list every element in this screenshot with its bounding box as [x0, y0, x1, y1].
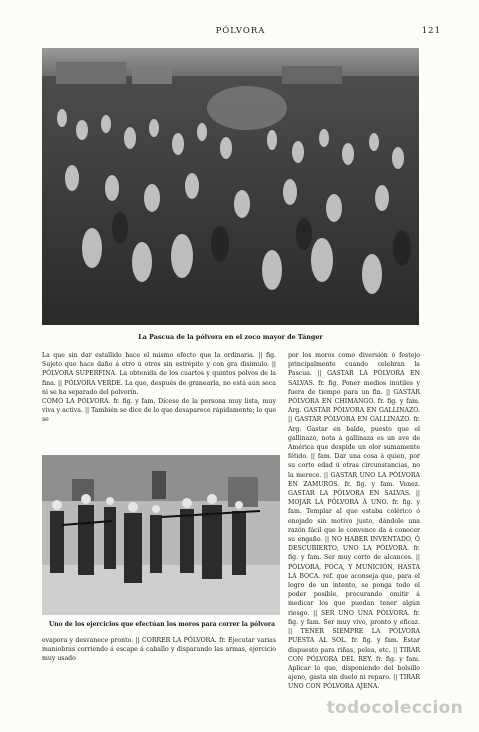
paragraph: COMO LA PÓLVORA. fr. fig. y fam. Dícese de la persona muy lista, muy viva y activa. || También se dice de lo que desaparece rápidamente; lo que se — [42, 398, 276, 424]
crowd-photo — [42, 48, 419, 325]
left-column-lower — [42, 636, 276, 664]
running-title: PÓLVORA — [215, 26, 266, 36]
running-head — [40, 26, 441, 40]
crowd-photo-image — [42, 48, 419, 325]
paragraph: La que sin dar estallido hace el mismo efecto que la ordinaria. || fig. Sujeto que hace daño á otro ú otros sin estrépito y con gra disimulo. || PÓLVORA SUPERFINA. La obtenida de los cuartos y quintos polvos de la fina. || PÓLVORA VERDE. La que, después de granearla, no está aún seca ni se ha separado del polvorín. — [42, 352, 276, 396]
watermark-logo: todocoleccion — [326, 698, 463, 718]
right-column — [288, 351, 420, 692]
middle-figure-caption: Uno de los ejercicios que efectúan los moros para correr la pólvora — [49, 621, 275, 628]
exercise-photo — [42, 455, 280, 615]
top-figure-caption: La Pascua de la pólvora en el zoco mayor de Tánger — [138, 333, 323, 341]
left-column-upper — [42, 351, 276, 425]
paragraph: evapora y desvanece pronto. || CORRER LA PÓLVORA. fr. Ejecutar varias maniobras corriendo á escape á caballo y disparando las armas, ejercicio muy usado — [42, 637, 276, 663]
page-number: 121 — [421, 26, 441, 36]
paragraph: por los moros como diversión ó festejo principalmente cuando celebran la Pascua. || GASTAR LA PÓLVORA EN SALVAS. fr. fig. Poner medios inútiles y fuera de tiempo para un fin. || GASTAR PÓLVORA EN CHIMANGO. fr. fig. y fam. Arg. GASTAR PÓLVORA EN GALLINAZO. || GASTAR PÓLVORA EN GALLINAZO. fr. Arg. Gastar en balde, puesto que el gallinazo, nota á gallinaza es un ave de América que despide un olor sumamente fétido. || fam. Dar una cosa á quien, por su corto edad ú otras circunstancias, no la merece. || GASTAR UNO LA PÓLVORA EN ZAMUROS. fr. fig. y fam. Venez. GASTAR LA PÓLVORA EN SALVAS. || MOJAR LA PÓLVORA Á UNO. fr. fig. y fam. Templar al que estaba colérico ó enojado sin motivo justo, dándole una razón fácil que le convence da á conocer su engaño. || NO HABER INVENTADO, Ó DESCUBIERTO, UNO LA PÓLVORA. fr. fig. y fam. Ser muy corto de alcances. || PÓLVORA, POCA, Y MUNICIÓN, HASTA LA BOCA. ref. que aconseja que, para el logro de un intento, se ponga todo el poder posible, procurando omitir á medicar los que puedan tener algún riesgo. || SER UNO UNA PÓLVORA. fr. fig. y fam. Ser muy vivo, pronto y eficaz. || TENER SIEMPRE LA PÓLVORA PUESTA AL SOL. fr. fig. y fam. Estar dispuesto para riñas, pelea, etc. || TIRAR CON PÓLVORA DEL REY. fr. fig. y fam. Aplicar lo que, disponiendo del bolsillo ajeno, gasta sin duelo ni reparo. || TIRAR UNO CON PÓLVORA AJENA. — [288, 352, 420, 691]
exercise-photo-image — [42, 455, 280, 615]
